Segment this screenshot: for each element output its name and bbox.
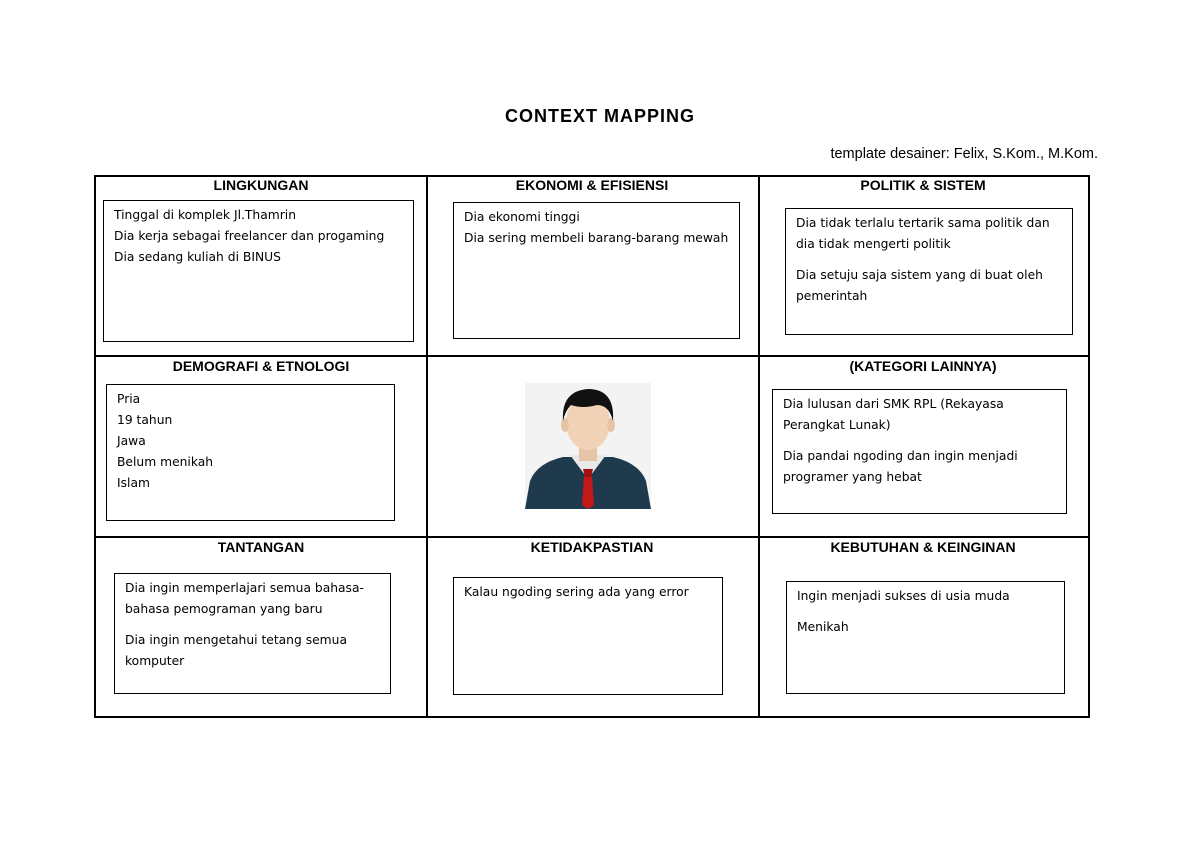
person-avatar-icon <box>525 383 651 509</box>
avatar-tie <box>582 476 594 509</box>
heading-kategori-lainnya: (KATEGORI LAINNYA) <box>849 358 997 374</box>
grid-divider <box>758 177 760 716</box>
grid-divider <box>426 177 428 716</box>
note-line: Tinggal di komplek Jl.Thamrin <box>114 208 296 222</box>
heading-lingkungan: LINGKUNGAN <box>213 177 309 193</box>
note-line: Dia kerja sebagai freelancer dan progaming <box>114 229 385 243</box>
note-line: Dia tidak terlalu tertarik sama politik dan dia tidak mengerti politik <box>796 216 1050 251</box>
heading-ekonomi: EKONOMI & EFISIENSI <box>515 177 669 193</box>
note-demografi <box>106 384 395 521</box>
note-kebutuhan <box>786 581 1065 694</box>
note-ekonomi <box>453 202 740 339</box>
heading-politik: POLITIK & SISTEM <box>860 177 986 193</box>
note-line: Dia setuju saja sistem yang di buat oleh pemerintah <box>796 268 1043 303</box>
note-line: Ingin menjadi sukses di usia muda <box>797 589 1010 603</box>
note-politik <box>785 208 1073 335</box>
template-credit: template desainer: Felix, S.Kom., M.Kom. <box>830 146 1098 162</box>
note-line: Dia sering membeli barang-barang mewah <box>464 231 729 245</box>
page-title: CONTEXT MAPPING <box>504 106 695 126</box>
note-line: Jawa <box>117 434 146 448</box>
note-line: Dia ekonomi tinggi <box>464 210 580 224</box>
note-line: Dia sedang kuliah di BINUS <box>114 250 281 264</box>
note-tantangan <box>114 573 391 694</box>
heading-tantangan: TANTANGAN <box>217 539 305 555</box>
note-line: Pria <box>117 392 141 406</box>
note-line: Islam <box>117 476 150 490</box>
note-line: Dia ingin mengetahui tetang semua komputer <box>125 633 347 668</box>
note-line: 19 tahun <box>117 413 173 427</box>
note-line: Dia lulusan dari SMK RPL (Rekayasa Perangkat Lunak) <box>783 397 1004 432</box>
note-line: Dia ingin memperlajari semua bahasa-bahasa pemograman yang baru <box>125 581 364 616</box>
note-kategori-lainnya <box>772 389 1067 514</box>
note-line: Kalau ngoding sering ada yang error <box>464 585 689 599</box>
heading-demografi: DEMOGRAFI & ETNOLOGI <box>172 358 350 374</box>
note-line: Dia pandai ngoding dan ingin menjadi programer yang hebat <box>783 449 1018 484</box>
avatar-ear <box>561 418 569 432</box>
heading-ketidakpastian: KETIDAKPASTIAN <box>530 539 654 555</box>
note-lingkungan <box>103 200 414 342</box>
note-ketidakpastian <box>453 577 723 695</box>
grid-divider <box>96 536 1088 538</box>
heading-kebutuhan: KEBUTUHAN & KEINGINAN <box>830 539 1016 555</box>
grid-divider <box>96 355 1088 357</box>
avatar-ear <box>607 418 615 432</box>
note-line: Menikah <box>797 620 849 634</box>
note-line: Belum menikah <box>117 455 214 469</box>
